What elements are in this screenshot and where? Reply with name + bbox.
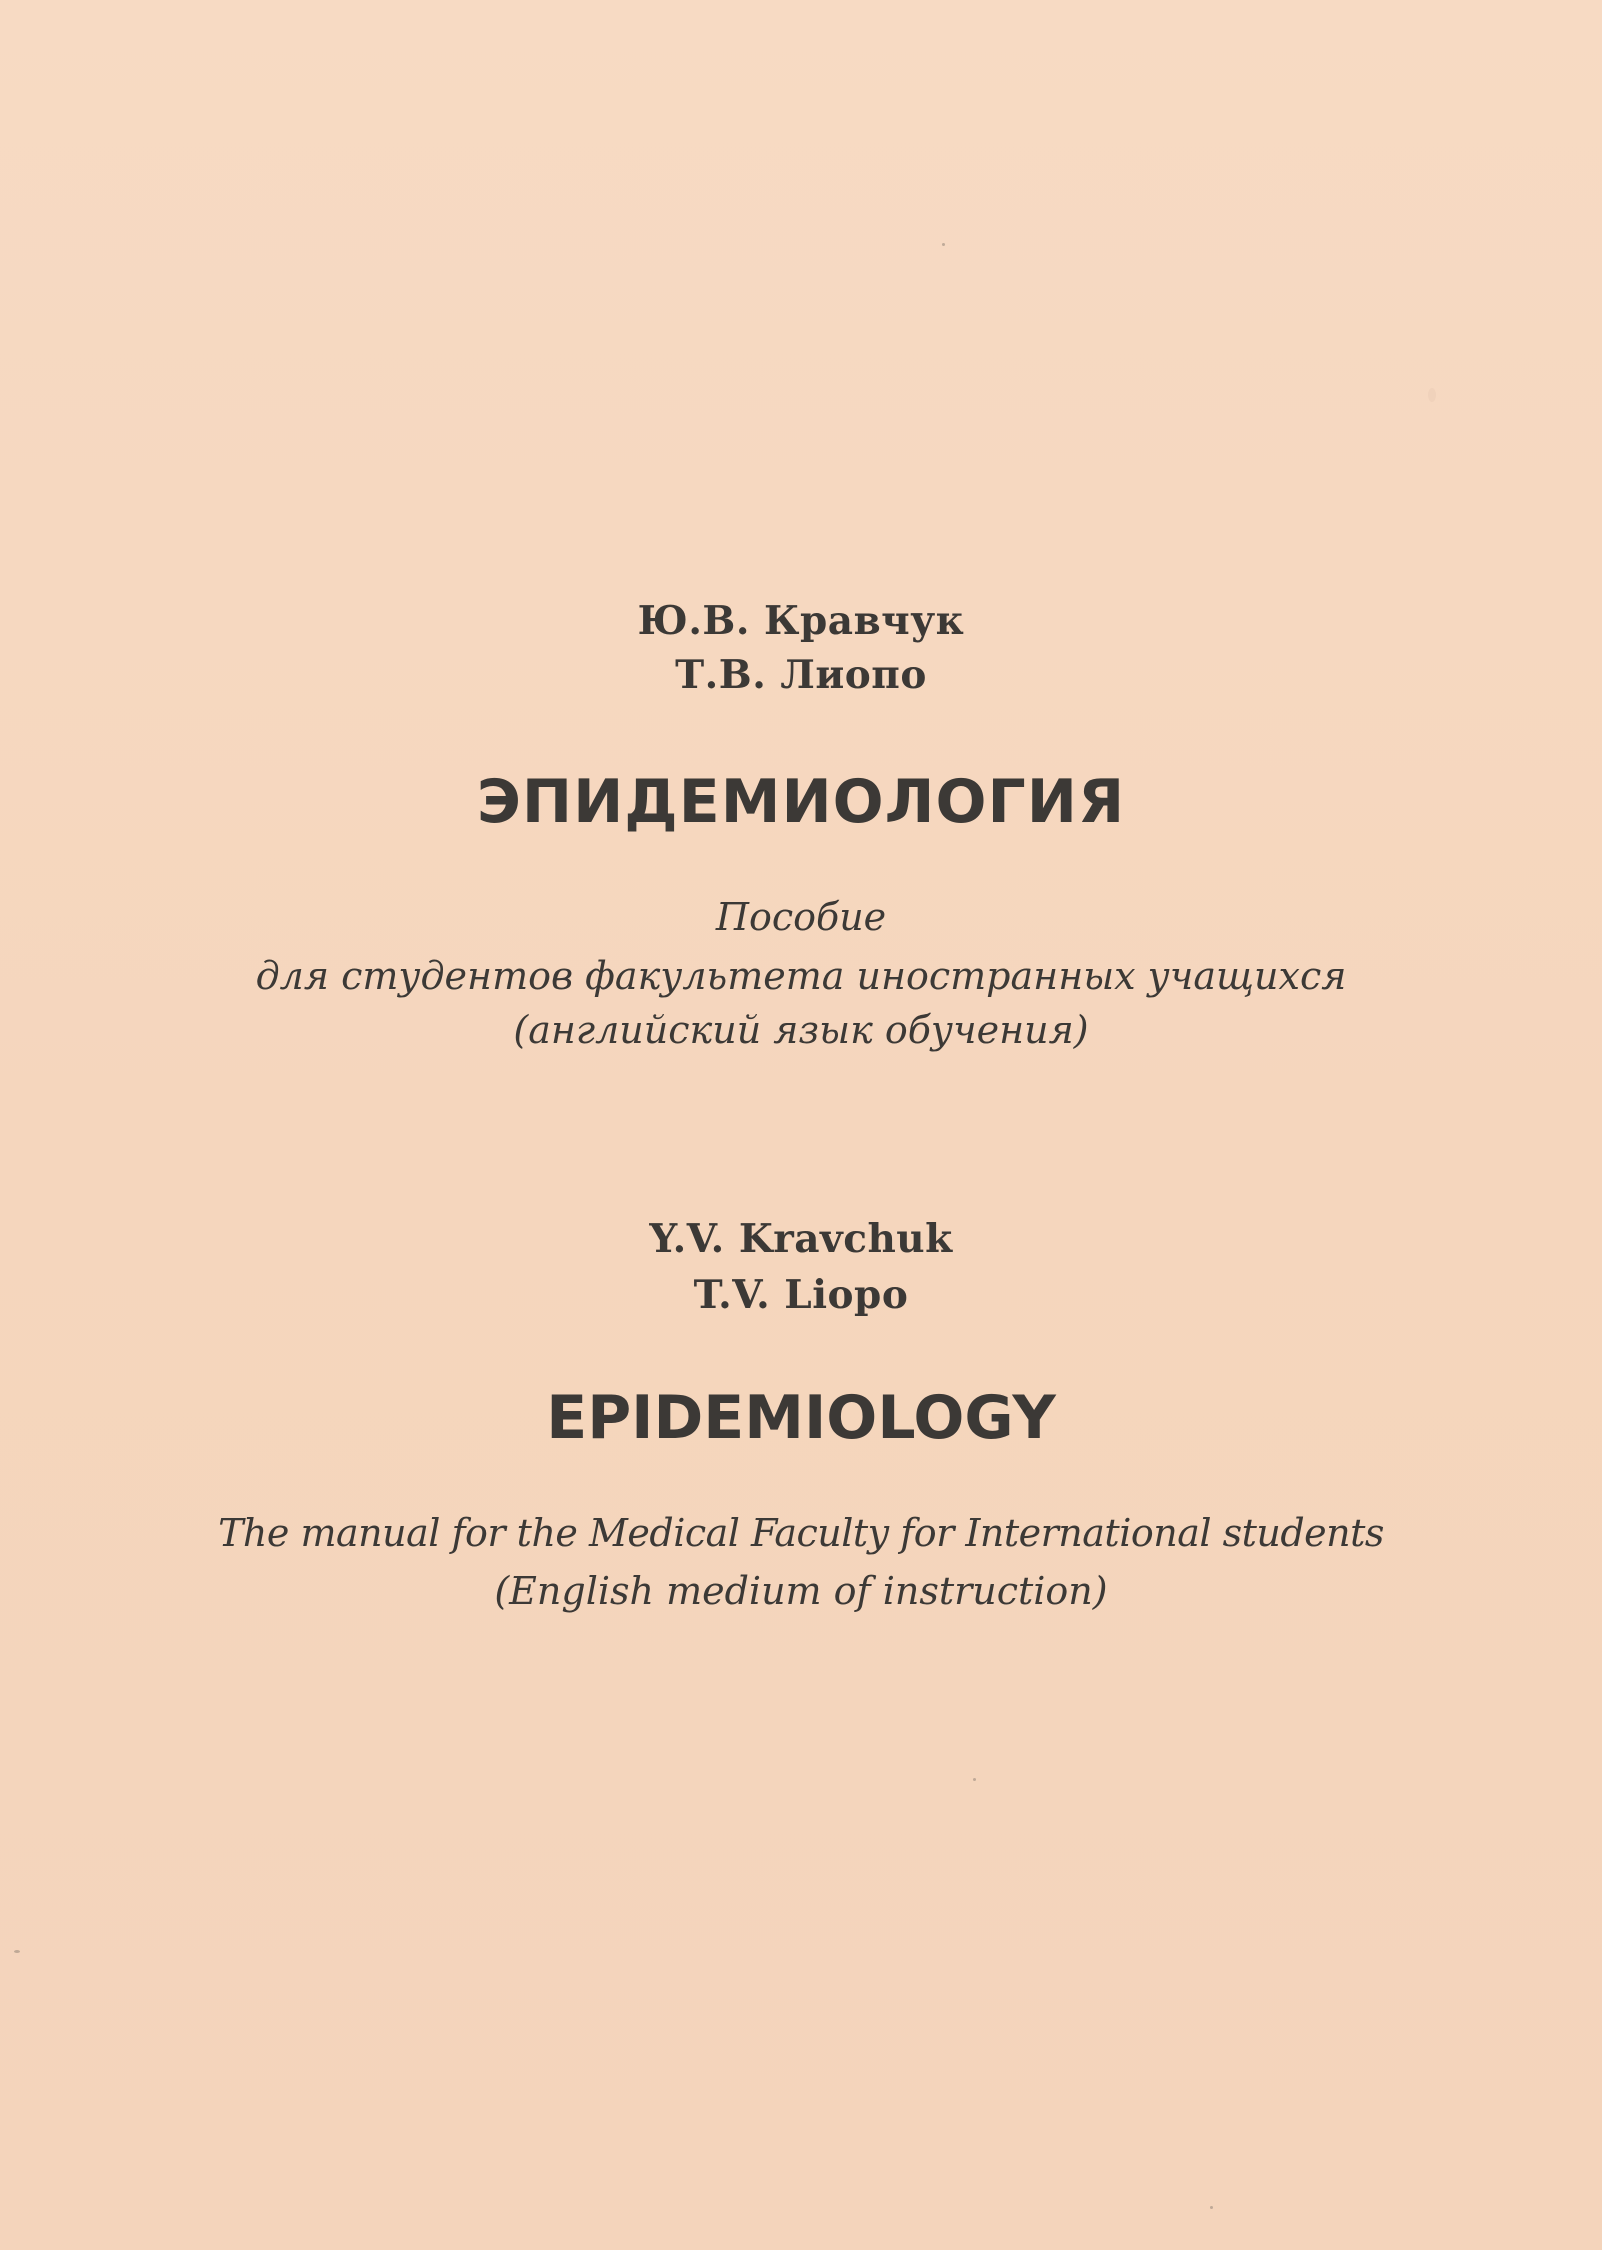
- paper-stain: [1428, 388, 1436, 402]
- paper-speck: [942, 243, 945, 246]
- author-en-1: Y.V. Kravchuk: [649, 1216, 953, 1262]
- paper-speck: [973, 1778, 976, 1781]
- subtitle-en-line-1: The manual for the Medical Faculty for International students: [218, 1511, 1384, 1555]
- title-en: EPIDEMIOLOGY: [546, 1383, 1056, 1453]
- author-ru-1: Ю.В. Кравчук: [637, 598, 965, 644]
- author-en-2: T.V. Liopo: [693, 1272, 909, 1318]
- paper-speck: [14, 1950, 20, 1953]
- subtitle-ru-line-3: (английский язык обучения): [513, 1008, 1089, 1052]
- subtitle-ru-line-2: для студентов факультета иностранных учащихся: [255, 954, 1347, 998]
- subtitle-en-line-2: (English medium of instruction): [494, 1569, 1108, 1613]
- subtitle-ru-line-1: Пособие: [715, 895, 887, 939]
- title-ru: ЭПИДЕМИОЛОГИЯ: [476, 767, 1126, 837]
- author-ru-2: Т.В. Лиопо: [675, 652, 927, 698]
- paper-speck: [1210, 2206, 1213, 2209]
